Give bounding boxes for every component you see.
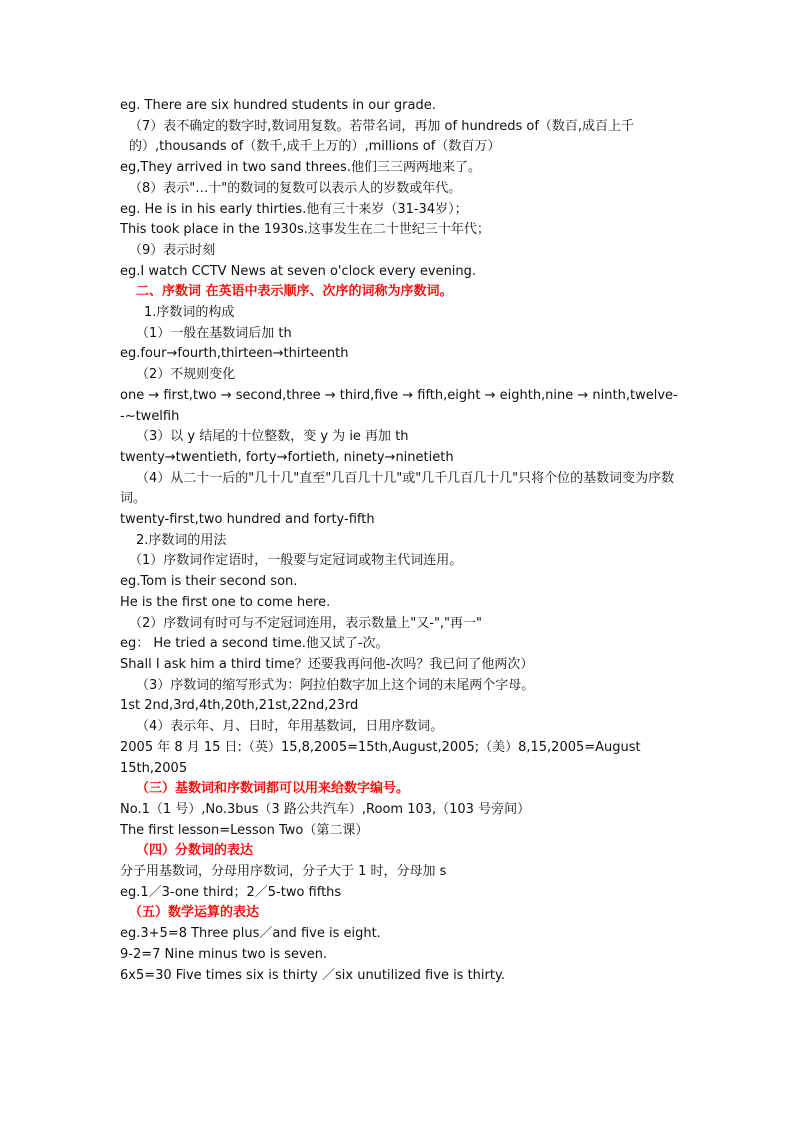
text-line: eg： He tried a second time.他又试了-次。	[120, 636, 389, 652]
text-line: eg. There are six hundred students in our grade.	[120, 98, 436, 113]
text-line: twenty→twentieth, forty→fortieth, ninety→ninetieth	[120, 449, 454, 465]
text-line: （7）表不确定的数字时,数词用复数。若带名词，再加 of hundreds of（数百,成百上千的）,thousands of（数千,成千上万的）,millions of（数百万）	[129, 118, 635, 155]
text-line: eg.Tom is their second son.	[120, 574, 298, 590]
text-line: （1）序数词作定语时，一般要与定冠词或物主代词连用。	[129, 553, 463, 569]
section-heading: （四）分数词的表达	[136, 843, 254, 859]
text-line: eg. He is in his early thirties.他有三十来岁（31-34岁）；	[120, 201, 468, 217]
text-line: one → first,two → second,three → third,five → fifth,eight → eighth,nine → ninth,twelve--~twelfih	[120, 387, 678, 424]
text-line: （3）以 y 结尾的十位整数，变 y 为 ie 再加 th	[136, 429, 409, 445]
text-line: eg.I watch CCTV News at seven o'clock every evening.	[120, 263, 477, 279]
text-line: Shall I ask him a third time？还要我再问他-次吗？我已问了他两次）	[120, 656, 534, 672]
text-line: eg.3+5=8 Three plus／and five is eight.	[120, 926, 381, 942]
text-line: eg.four→fourth,thirteen→thirteenth	[120, 346, 349, 362]
document-body	[120, 96, 680, 986]
text-line: （9）表示时刻	[129, 242, 216, 258]
text-line: 6x5=30 Five times six is thirty ／six unutilized five is thirty.	[120, 967, 505, 983]
subsection-heading: 1.序数词的构成	[144, 305, 235, 321]
section-heading: （五）数学运算的表达	[129, 905, 260, 921]
section-heading: （三）基数词和序数词都可以用来给数字编号。	[136, 781, 410, 797]
text-line: （8）表示"…十"的数词的复数可以表示人的岁数或年代。	[129, 180, 462, 196]
text-line: He is the first one to come here.	[120, 594, 331, 610]
text-line: （1）一般在基数词后加 th	[136, 325, 292, 341]
text-line: 分子用基数词，分母用序数词，分子大于 1 时，分母加 s	[120, 864, 447, 880]
text-line: This took place in the 1930s.这事发生在二十世纪三十年代；	[120, 222, 490, 238]
text-line: eg,They arrived in two sand threes.他们三三两两地来了。	[120, 160, 481, 176]
text-line: 2005 年 8 月 15 日:（英）15,8,2005=15th,August,2005;（美）8,15,2005=August 15th,2005	[120, 739, 641, 776]
section-heading: 二、序数词 在英语中表示顺序、次序的词称为序数词。	[136, 284, 453, 300]
subsection-heading: 2.序数词的用法	[136, 532, 227, 548]
text-line: twenty-first,two hundred and forty-fifth	[120, 512, 375, 528]
text-line: （4）表示年、月、日时，年用基数词，日用序数词。	[136, 719, 444, 735]
text-line: 9-2=7 Nine minus two is seven.	[120, 946, 328, 962]
text-line: （4）从二十一后的"几十几"直至"几百几十几"或"几千几百几十几"只将个位的基数词变为序数词。	[120, 470, 675, 507]
text-line: The first lesson=Lesson Two（第二课）	[120, 822, 369, 838]
text-line: No.1（1 号）,No.3bus（3 路公共汽车）,Room 103,（103 号旁间）	[120, 801, 531, 817]
text-line: （2）不规则变化	[136, 367, 236, 383]
text-line: eg.1／3-one third；2／5-two fifths	[120, 884, 342, 900]
text-line: （3）序数词的缩写形式为：阿拉伯数字加上这个词的末尾两个字母。	[136, 677, 535, 693]
text-line: 1st 2nd,3rd,4th,20th,21st,22nd,23rd	[120, 698, 359, 714]
text-line: （2）序数词有时可与不定冠词连用，表示数量上"又-","再一"	[129, 615, 483, 631]
